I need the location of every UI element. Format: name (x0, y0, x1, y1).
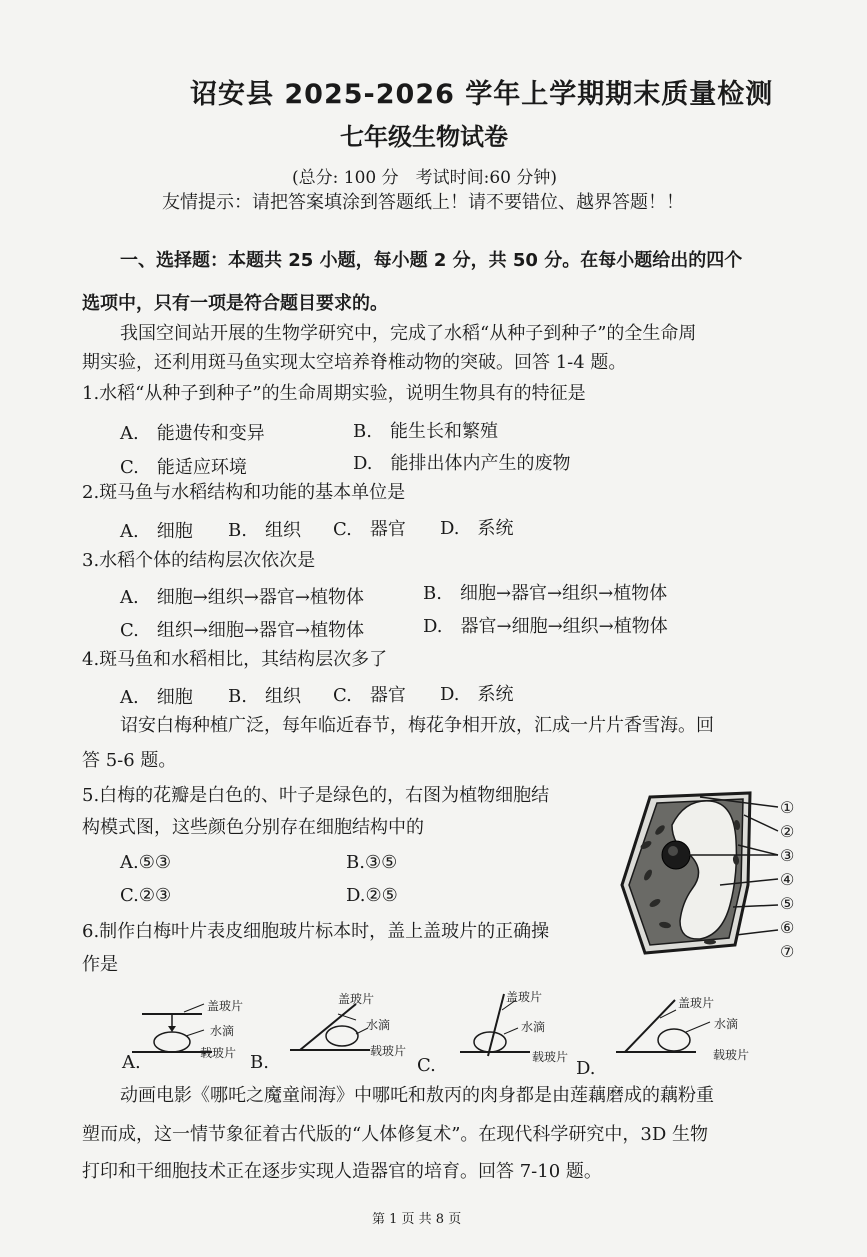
q4-option-c: C. 器官 (333, 685, 406, 706)
q6-letter-b: B. (250, 1052, 269, 1073)
q6-d-slide-label: 载玻片 (713, 1048, 750, 1062)
q2-option-d: D. 系统 (440, 518, 514, 539)
q4-option-a: A. 细胞 (120, 687, 193, 708)
exam-title: 诏安县 2025-2026 学年上学期期末质量检测 (190, 79, 774, 110)
q6-letter-d: D. (576, 1058, 596, 1079)
q5-option-d: D.②⑤ (346, 885, 398, 906)
section-heading-line2: 选项中，只有一项是符合题目要求的。 (82, 293, 388, 314)
q1-stem: 1.水稻“从种子到种子”的生命周期实验，说明生物具有的特征是 (82, 383, 586, 404)
cell-label-2: ② (780, 822, 795, 841)
q6-c-cover-label: 盖玻片 (506, 990, 543, 1004)
diagram-b (290, 1004, 370, 1050)
intro2-line2: 答 5-6 题。 (82, 750, 177, 771)
cell-label-6: ⑥ (780, 918, 795, 937)
q3-option-b: B. 细胞→器官→组织→植物体 (423, 583, 668, 604)
cell-label-7: ⑦ (780, 942, 795, 961)
q2-option-a: A. 细胞 (120, 521, 193, 542)
q6-letter-a: A. (122, 1052, 141, 1073)
q1-option-c: C. 能适应环境 (120, 457, 247, 478)
q1-option-b: B. 能生长和繁殖 (353, 421, 498, 442)
q6-b-slide-label: 载玻片 (370, 1044, 407, 1058)
exam-subtitle: 七年级生物试卷 (340, 123, 508, 151)
q6-letter-c: C. (417, 1055, 436, 1076)
q4-option-d: D. 系统 (440, 684, 514, 705)
exam-meta: (总分: 100 分 考试时间:60 分钟) (292, 168, 558, 188)
q6-a-slide-label: 载玻片 (200, 1046, 237, 1060)
q6-a-cover-label: 盖玻片 (207, 999, 244, 1013)
section-heading-line1: 一、选择题：本题共 25 小题，每小题 2 分，共 50 分。在每小题给出的四个 (120, 250, 743, 271)
q1-option-a: A. 能遗传和变异 (120, 423, 265, 444)
friendly-tip: 友情提示：请把答案填涂到答题纸上！请不要错位、越界答题！！ (162, 192, 684, 213)
q6-a-water-label: 水滴 (210, 1024, 235, 1038)
q4-stem: 4.斑马鱼和水稻相比，其结构层次多了 (82, 649, 388, 670)
q6-c-slide-label: 载玻片 (532, 1050, 569, 1064)
q6-d-cover-label: 盖玻片 (678, 996, 715, 1010)
intro3-line3: 打印和干细胞技术正在逐步实现人造器官的培育。回答 7-10 题。 (82, 1161, 602, 1182)
cell-label-4: ④ (780, 870, 795, 889)
q5-option-c: C.②③ (120, 885, 172, 906)
cell-label-3: ③ (780, 846, 795, 865)
cell-label-1: ① (780, 798, 795, 817)
q2-option-b: B. 组织 (228, 520, 301, 541)
q2-stem: 2.斑马鱼与水稻结构和功能的基本单位是 (82, 482, 406, 503)
intro1-line2: 期实验，还利用斑马鱼实现太空培养脊椎动物的突破。回答 1-4 题。 (82, 352, 627, 373)
q3-stem: 3.水稻个体的结构层次依次是 (82, 550, 316, 571)
q6-b-cover-label: 盖玻片 (338, 992, 375, 1006)
q3-option-c: C. 组织→细胞→器官→植物体 (120, 620, 365, 641)
q5-option-b: B.③⑤ (346, 852, 398, 873)
q4-option-b: B. 组织 (228, 686, 301, 707)
q1-option-d: D. 能排出体内产生的废物 (353, 453, 571, 474)
q2-option-c: C. 器官 (333, 519, 406, 540)
intro2-line1: 诏安白梅种植广泛，每年临近春节，梅花争相开放，汇成一片片香雪海。回 (120, 715, 714, 736)
intro3-line2: 塑而成，这一情节象征着古代版的“人体修复术”。在现代科学研究中，3D 生物 (82, 1124, 709, 1145)
q6-d-water-label: 水滴 (714, 1017, 739, 1031)
intro1-line1: 我国空间站开展的生物学研究中，完成了水稻“从种子到种子”的全生命周 (120, 323, 697, 344)
q6-stem-line2: 作是 (82, 954, 118, 975)
q3-option-a: A. 细胞→组织→器官→植物体 (120, 587, 364, 608)
q6-stem-line1: 6.制作白梅叶片表皮细胞玻片标本时，盖上盖玻片的正确操 (82, 921, 550, 942)
page-footer: 第 1 页 共 8 页 (372, 1212, 462, 1227)
intro3-line1: 动画电影《哪吒之魔童闹海》中哪吒和敖丙的肉身都是由莲藕磨成的藕粉重 (120, 1085, 714, 1106)
q5-option-a: A.⑤③ (120, 852, 171, 873)
q6-c-water-label: 水滴 (521, 1020, 546, 1034)
q3-option-d: D. 器官→细胞→组织→植物体 (423, 616, 668, 637)
cell-label-5: ⑤ (780, 894, 795, 913)
q6-b-water-label: 水滴 (366, 1018, 391, 1032)
q5-stem-line2: 构模式图，这些颜色分别存在细胞结构中的 (82, 817, 424, 838)
q5-stem-line1: 5.白梅的花瓣是白色的、叶子是绿色的，右图为植物细胞结 (82, 785, 550, 806)
